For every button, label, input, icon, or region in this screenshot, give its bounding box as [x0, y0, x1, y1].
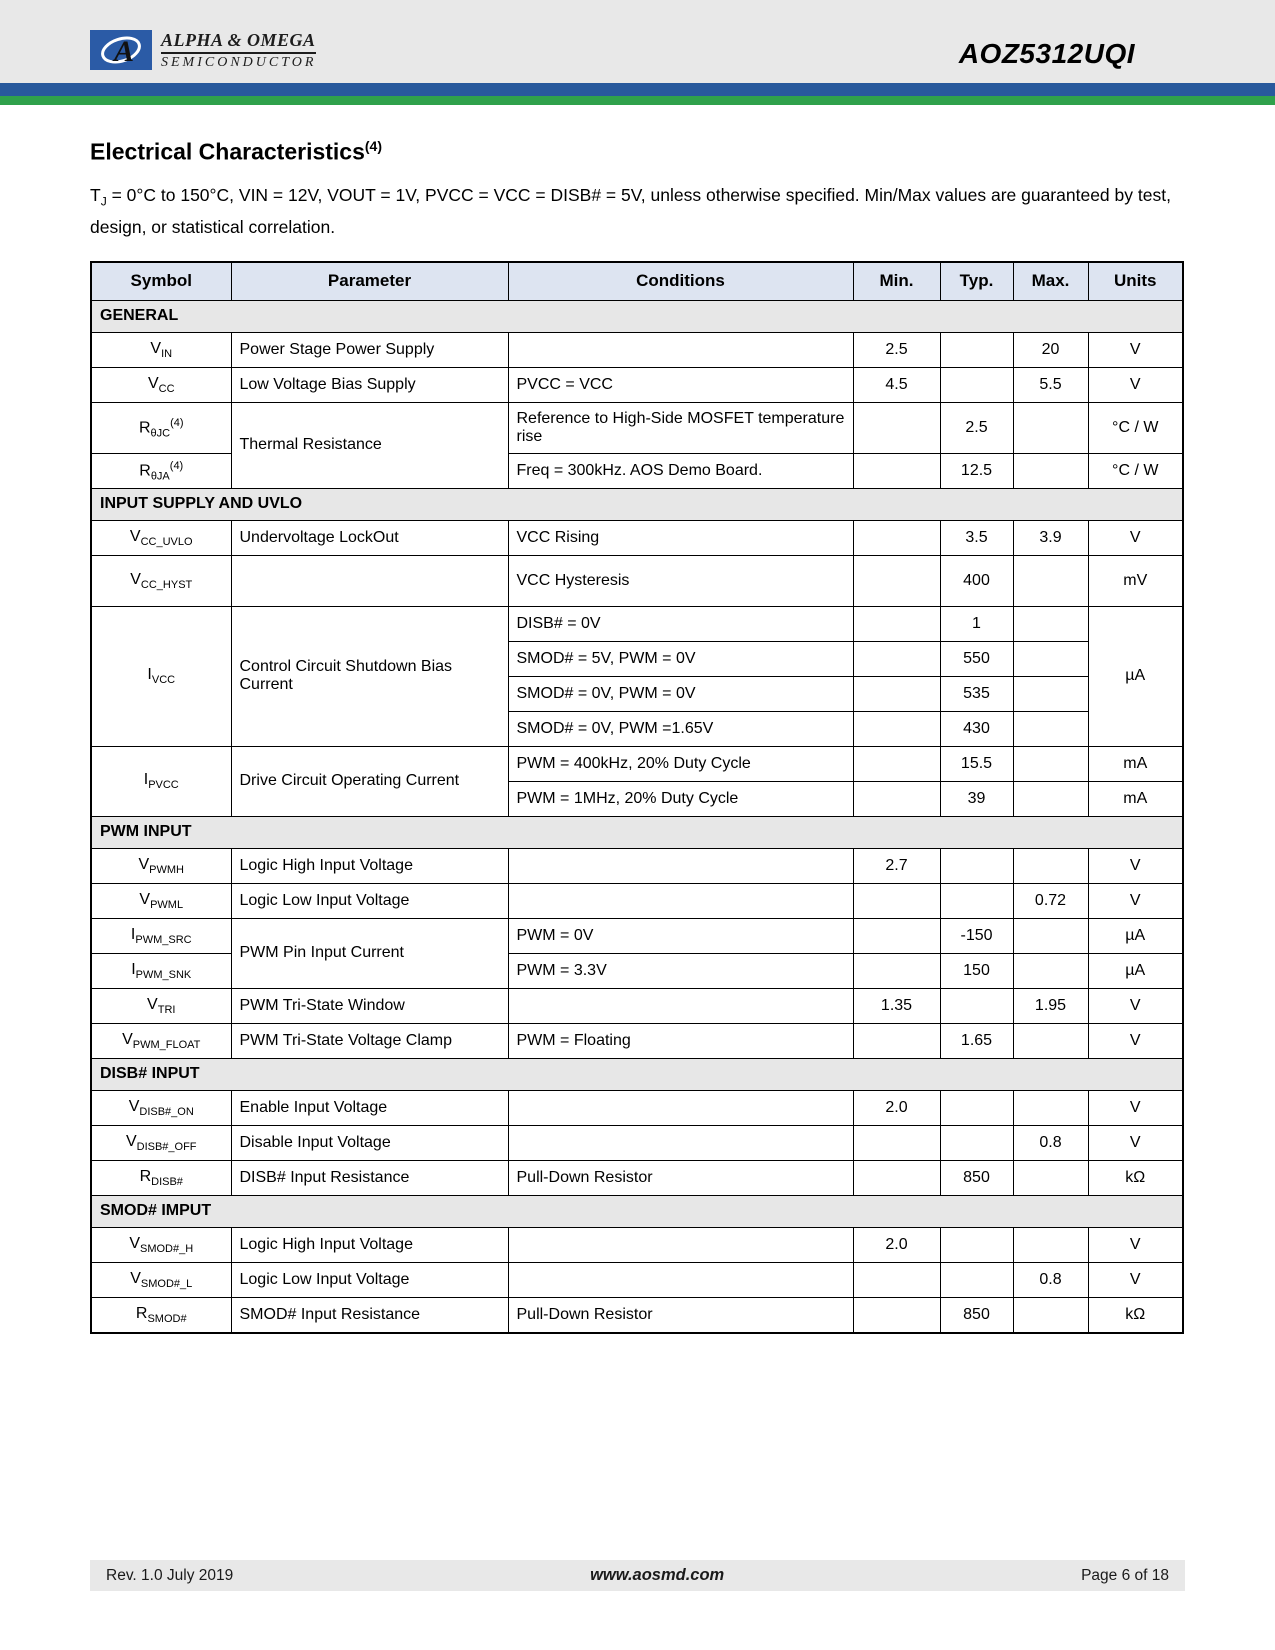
test-conditions-note: $T_J = 0^\circ C$ to 150°C, VIN = 12V, VOUT = 1V, PVCC = VCC = DISB# = 5V, unless otherwise specified. Min/Max values are guaranteed by test, design, or statistical correlation.	[90, 184, 1171, 238]
units-cell: V	[1088, 1023, 1183, 1058]
table-row	[91, 606, 1183, 641]
electrical-characteristics-table	[90, 261, 1184, 1334]
company-logo	[90, 30, 316, 71]
col-header-parameter: Parameter	[231, 262, 508, 301]
symbol-cell: $V_{CC\_UVLO}$	[91, 520, 231, 555]
footer-page-number: Page 6 of 18	[1081, 1566, 1169, 1584]
min-cell: 2.7	[853, 848, 940, 883]
symbol-cell: $V_{PWMH}$	[91, 848, 231, 883]
units-cell: V	[1088, 367, 1183, 402]
min-cell	[853, 1297, 940, 1333]
table-row	[91, 367, 1183, 402]
parameter-cell: Logic High Input Voltage	[231, 1227, 508, 1262]
symbol-cell: $I_{PVCC}$	[91, 746, 231, 816]
min-cell: 4.5	[853, 367, 940, 402]
units-cell: V	[1088, 848, 1183, 883]
max-cell: 0.72	[1013, 883, 1088, 918]
table-row	[91, 332, 1183, 367]
max-cell: 0.8	[1013, 1125, 1088, 1160]
max-cell	[1013, 676, 1088, 711]
symbol-cell: $R_{\theta JC}^{(4)}$	[91, 402, 231, 453]
max-cell	[1013, 1160, 1088, 1195]
page-footer	[90, 1560, 1185, 1591]
typ-cell	[940, 1262, 1013, 1297]
min-cell: 2.5	[853, 332, 940, 367]
col-header-max: Max.	[1013, 262, 1088, 301]
typ-cell: 2.5	[940, 402, 1013, 453]
section-row	[91, 816, 1183, 848]
typ-cell: 850	[940, 1160, 1013, 1195]
symbol-cell: $V_{SMOD\#\_H}$	[91, 1227, 231, 1262]
conditions-cell: SMOD# = 0V, PWM = 0V	[508, 676, 853, 711]
units-cell: µA	[1088, 606, 1183, 746]
section-label: DISB# INPUT	[91, 1058, 1183, 1090]
min-cell: 1.35	[853, 988, 940, 1023]
symbol-cell: $R_{DISB\#}$	[91, 1160, 231, 1195]
max-cell	[1013, 746, 1088, 781]
min-cell: 2.0	[853, 1090, 940, 1125]
symbol-cell: $R_{\theta JA}^{(4)}$	[91, 453, 231, 488]
table-row	[91, 746, 1183, 781]
units-cell: µA	[1088, 953, 1183, 988]
page-header	[0, 0, 1275, 83]
conditions-cell	[508, 988, 853, 1023]
section-row	[91, 300, 1183, 332]
units-cell: V	[1088, 988, 1183, 1023]
conditions-cell: DISB# = 0V	[508, 606, 853, 641]
col-header-conditions: Conditions	[508, 262, 853, 301]
table-row	[91, 918, 1183, 953]
symbol-cell: $V_{CC\_HYST}$	[91, 555, 231, 606]
conditions-cell: VCC Rising	[508, 520, 853, 555]
min-cell	[853, 883, 940, 918]
table-row	[91, 1023, 1183, 1058]
title-footnote-ref: (4)	[364, 138, 383, 154]
part-number: AOZ5312UQI	[958, 38, 1135, 69]
parameter-cell: DISB# Input Resistance	[231, 1160, 508, 1195]
parameter-cell: Thermal Resistance	[231, 402, 508, 488]
min-cell	[853, 781, 940, 816]
symbol-cell: $I_{PWM\_SNK}$	[91, 953, 231, 988]
col-header-symbol: Symbol	[91, 262, 231, 301]
max-cell	[1013, 606, 1088, 641]
symbol-cell: $V_{CC}$	[91, 367, 231, 402]
parameter-cell: PWM Pin Input Current	[231, 918, 508, 988]
parameter-cell: PWM Tri-State Voltage Clamp	[231, 1023, 508, 1058]
units-cell: mA	[1088, 746, 1183, 781]
units-cell: V	[1088, 1262, 1183, 1297]
typ-cell: 3.5	[940, 520, 1013, 555]
conditions-cell	[508, 332, 853, 367]
table-row	[91, 1160, 1183, 1195]
units-cell: µA	[1088, 918, 1183, 953]
parameter-cell: Logic High Input Voltage	[231, 848, 508, 883]
typ-cell: 535	[940, 676, 1013, 711]
conditions-cell	[508, 1090, 853, 1125]
col-header-units: Units	[1088, 262, 1183, 301]
typ-cell: 1	[940, 606, 1013, 641]
parameter-cell: Enable Input Voltage	[231, 1090, 508, 1125]
table-row	[91, 555, 1183, 606]
min-cell	[853, 676, 940, 711]
units-cell: kΩ	[1088, 1297, 1183, 1333]
units-cell: V	[1088, 1227, 1183, 1262]
symbol-cell: $V_{IN}$	[91, 332, 231, 367]
max-cell	[1013, 402, 1088, 453]
conditions-cell: PWM = 1MHz, 20% Duty Cycle	[508, 781, 853, 816]
min-cell	[853, 453, 940, 488]
section-label: SMOD# IMPUT	[91, 1195, 1183, 1227]
min-cell	[853, 555, 940, 606]
min-cell: 2.0	[853, 1227, 940, 1262]
typ-cell	[940, 1227, 1013, 1262]
conditions-cell: VCC Hysteresis	[508, 555, 853, 606]
svg-text:A: A	[114, 35, 135, 68]
parameter-cell: Disable Input Voltage	[231, 1125, 508, 1160]
min-cell	[853, 746, 940, 781]
symbol-cell: $I_{VCC}$	[91, 606, 231, 746]
typ-cell: 15.5	[940, 746, 1013, 781]
parameter-cell: SMOD# Input Resistance	[231, 1297, 508, 1333]
units-cell: °C / W	[1088, 453, 1183, 488]
typ-cell	[940, 332, 1013, 367]
conditions-cell	[508, 848, 853, 883]
parameter-cell: Logic Low Input Voltage	[231, 1262, 508, 1297]
header-rule-blue	[0, 83, 1275, 96]
max-cell	[1013, 918, 1088, 953]
typ-cell: 430	[940, 711, 1013, 746]
max-cell: 3.9	[1013, 520, 1088, 555]
conditions-cell: Reference to High-Side MOSFET temperature rise	[508, 402, 853, 453]
symbol-cell: $I_{PWM\_SRC}$	[91, 918, 231, 953]
symbol-cell: $V_{SMOD\#\_L}$	[91, 1262, 231, 1297]
conditions-cell: Pull-Down Resistor	[508, 1160, 853, 1195]
min-cell	[853, 520, 940, 555]
min-cell	[853, 918, 940, 953]
table-row	[91, 1297, 1183, 1333]
conditions-cell: Freq = 300kHz. AOS Demo Board.	[508, 453, 853, 488]
min-cell	[853, 711, 940, 746]
typ-cell: 1.65	[940, 1023, 1013, 1058]
max-cell	[1013, 1090, 1088, 1125]
conditions-cell: PWM = 3.3V	[508, 953, 853, 988]
col-header-typ: Typ.	[940, 262, 1013, 301]
max-cell: 5.5	[1013, 367, 1088, 402]
min-cell	[853, 606, 940, 641]
section-label: GENERAL	[91, 300, 1183, 332]
units-cell: V	[1088, 520, 1183, 555]
parameter-cell: Drive Circuit Operating Current	[231, 746, 508, 816]
min-cell	[853, 402, 940, 453]
min-cell	[853, 1160, 940, 1195]
min-cell	[853, 1125, 940, 1160]
footer-revision: Rev. 1.0 July 2019	[106, 1566, 234, 1584]
parameter-cell: Power Stage Power Supply	[231, 332, 508, 367]
conditions-cell: PWM = 0V	[508, 918, 853, 953]
symbol-cell: $V_{TRI}$	[91, 988, 231, 1023]
ec-table-body	[91, 300, 1183, 1333]
conditions-cell: PVCC = VCC	[508, 367, 853, 402]
typ-cell: 39	[940, 781, 1013, 816]
parameter-cell: Low Voltage Bias Supply	[231, 367, 508, 402]
parameter-cell: Logic Low Input Voltage	[231, 883, 508, 918]
section-row	[91, 1058, 1183, 1090]
max-cell: 20	[1013, 332, 1088, 367]
section-label: INPUT SUPPLY AND UVLO	[91, 488, 1183, 520]
footer-website: www.aosmd.com	[590, 1566, 725, 1584]
units-cell: mA	[1088, 781, 1183, 816]
parameter-cell	[231, 555, 508, 606]
min-cell	[853, 1262, 940, 1297]
typ-cell	[940, 367, 1013, 402]
table-row	[91, 988, 1183, 1023]
parameter-cell: Undervoltage LockOut	[231, 520, 508, 555]
conditions-cell: Pull-Down Resistor	[508, 1297, 853, 1333]
brand-name-line1: ALPHA & OMEGA	[161, 30, 316, 54]
typ-cell: 850	[940, 1297, 1013, 1333]
typ-cell	[940, 883, 1013, 918]
max-cell	[1013, 953, 1088, 988]
units-cell: mV	[1088, 555, 1183, 606]
col-header-min: Min.	[853, 262, 940, 301]
table-header-row	[91, 262, 1183, 301]
conditions-cell: SMOD# = 5V, PWM = 0V	[508, 641, 853, 676]
page-content	[90, 138, 1185, 1334]
max-cell: 0.8	[1013, 1262, 1088, 1297]
typ-cell	[940, 848, 1013, 883]
max-cell	[1013, 848, 1088, 883]
table-row	[91, 1262, 1183, 1297]
symbol-cell: $V_{PWM\_FLOAT}$	[91, 1023, 231, 1058]
parameter-cell: PWM Tri-State Window	[231, 988, 508, 1023]
max-cell	[1013, 555, 1088, 606]
max-cell	[1013, 1227, 1088, 1262]
table-row	[91, 1227, 1183, 1262]
section-row	[91, 1195, 1183, 1227]
symbol-cell: $V_{PWML}$	[91, 883, 231, 918]
conditions-cell	[508, 883, 853, 918]
symbol-cell: $R_{SMOD\#}$	[91, 1297, 231, 1333]
typ-cell: 550	[940, 641, 1013, 676]
conditions-cell: PWM = 400kHz, 20% Duty Cycle	[508, 746, 853, 781]
section-label: PWM INPUT	[91, 816, 1183, 848]
table-row	[91, 1125, 1183, 1160]
units-cell: V	[1088, 1090, 1183, 1125]
symbol-cell: $V_{DISB\#\_OFF}$	[91, 1125, 231, 1160]
min-cell	[853, 1023, 940, 1058]
max-cell	[1013, 781, 1088, 816]
conditions-cell	[508, 1227, 853, 1262]
conditions-cell	[508, 1262, 853, 1297]
min-cell	[853, 641, 940, 676]
typ-cell: 12.5	[940, 453, 1013, 488]
symbol-cell: $V_{DISB\#\_ON}$	[91, 1090, 231, 1125]
units-cell: V	[1088, 883, 1183, 918]
units-cell: kΩ	[1088, 1160, 1183, 1195]
typ-cell	[940, 1090, 1013, 1125]
max-cell	[1013, 641, 1088, 676]
max-cell: 1.95	[1013, 988, 1088, 1023]
table-row	[91, 883, 1183, 918]
typ-cell	[940, 988, 1013, 1023]
max-cell	[1013, 1297, 1088, 1333]
conditions-cell: SMOD# = 0V, PWM =1.65V	[508, 711, 853, 746]
alpha-omega-logo-icon	[90, 30, 152, 70]
typ-cell	[940, 1125, 1013, 1160]
max-cell	[1013, 1023, 1088, 1058]
typ-cell: -150	[940, 918, 1013, 953]
parameter-cell: Control Circuit Shutdown Bias Current	[231, 606, 508, 746]
min-cell	[853, 953, 940, 988]
table-row	[91, 520, 1183, 555]
conditions-cell: PWM = Floating	[508, 1023, 853, 1058]
max-cell	[1013, 711, 1088, 746]
brand-name-line2: SEMICONDUCTOR	[161, 55, 317, 70]
max-cell	[1013, 453, 1088, 488]
table-row	[91, 848, 1183, 883]
units-cell: V	[1088, 332, 1183, 367]
header-rule-green	[0, 96, 1275, 105]
page-title: Electrical Characteristics$^{(4)}$	[90, 138, 383, 165]
typ-cell: 400	[940, 555, 1013, 606]
units-cell: °C / W	[1088, 402, 1183, 453]
table-row	[91, 402, 1183, 453]
units-cell: V	[1088, 1125, 1183, 1160]
table-row	[91, 1090, 1183, 1125]
conditions-cell	[508, 1125, 853, 1160]
typ-cell: 150	[940, 953, 1013, 988]
section-row	[91, 488, 1183, 520]
